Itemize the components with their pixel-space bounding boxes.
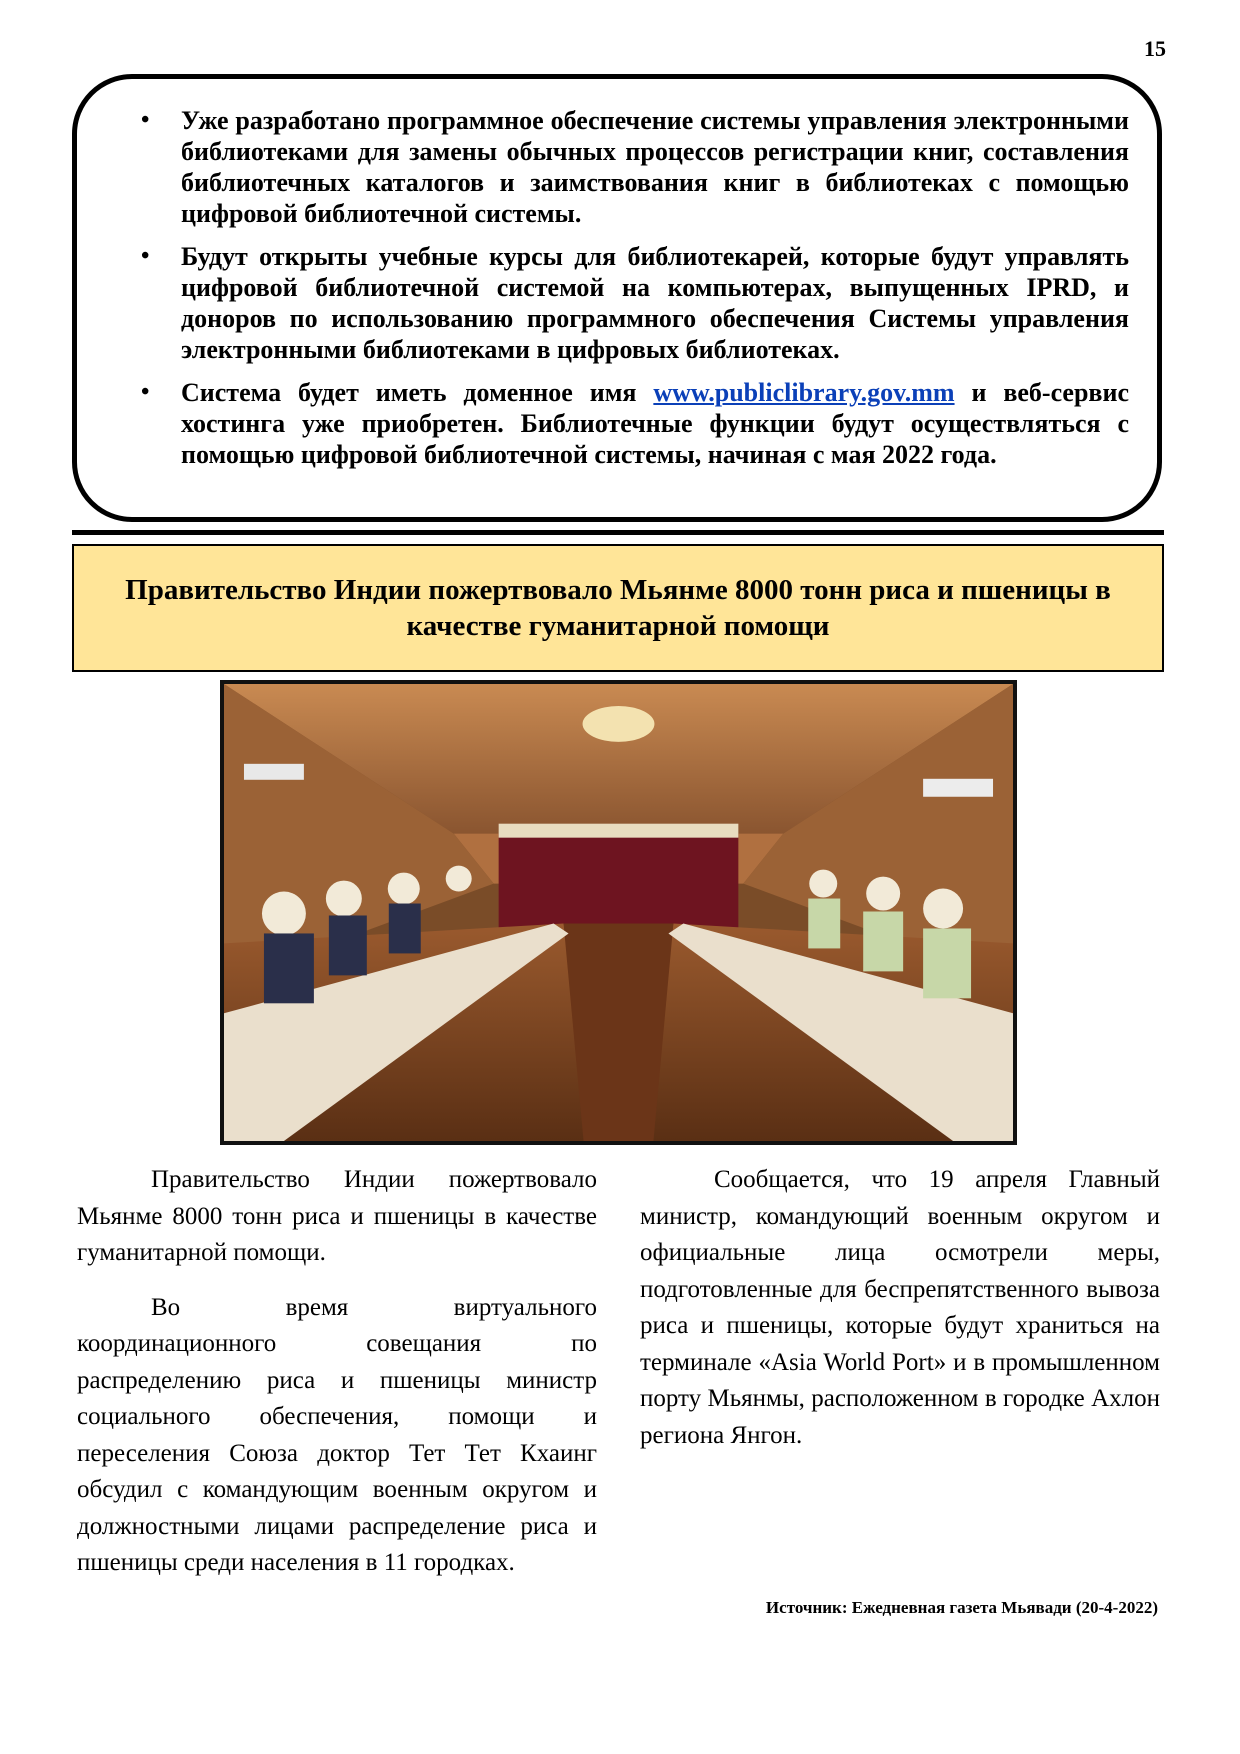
bullet-text-before-link: Система будет иметь доменное имя bbox=[181, 378, 654, 407]
info-bullet-box bbox=[72, 74, 1162, 522]
bullet-item bbox=[111, 105, 1129, 229]
article-paragraph: Сообщается, что 19 апреля Главный министр, командующий военным округом и официальные лица осмотрели меры, подготовленные для беспрепятственного вывоза риса и пшеницы, которые будут храниться на терминале «Asia World Port» и в промышленном порту Мьянмы, расположенном в городке Ахлон региона Янгон. bbox=[640, 1166, 1160, 1449]
article-paragraph: Правительство Индии пожертвовало Мьянме 8000 тонн риса и пшеницы в качестве гуманитарной помощи. bbox=[77, 1166, 597, 1266]
source-credit: Источник: Ежедневная газета Мьявади (20-4-2022) bbox=[765, 1598, 1158, 1617]
bullet-dot-icon: • bbox=[141, 379, 150, 405]
meeting-room-image bbox=[224, 684, 1013, 1141]
section-divider bbox=[72, 530, 1164, 535]
page-number: 15 bbox=[1144, 36, 1166, 61]
bullet-dot-icon: • bbox=[141, 107, 150, 133]
headline-box bbox=[72, 544, 1164, 672]
article-headline: Правительство Индии пожертвовало Мьянме 8000 тонн риса и пшеницы в качестве гуманитарной помощи bbox=[125, 574, 1111, 642]
article-paragraph: Во время виртуального координационного совещания по распределению риса и пшеницы министр социального обеспечения, помощи и переселения Союза доктор Тет Тет Кхаинг обсудил с командующим военным округом и должностными лицами распределение риса и пшеницы среди населения в 11 городках. bbox=[77, 1293, 597, 1576]
bullet-text: Будут открыты учебные курсы для библиотекарей, которые будут управлять цифровой библиотечной системой на компьютерах, выпущенных IPRD, и доноров по использованию программного обеспечения Системы управления электронными библиотеками в цифровых библиотеках. bbox=[181, 242, 1129, 364]
bullet-text: Уже разработано программное обеспечение системы управления электронными библиотеками для замены обычных процессов регистрации книг, составления библиотечных каталогов и заимствования книг в библиотеках с помощью цифровой библиотечной системы. bbox=[181, 106, 1129, 228]
bullet-dot-icon: • bbox=[141, 243, 150, 269]
article-column-left bbox=[77, 1162, 597, 1600]
bullet-item bbox=[111, 241, 1129, 365]
article-column-right bbox=[640, 1162, 1160, 1472]
domain-link[interactable]: www.publiclibrary.gov.mm bbox=[653, 378, 955, 407]
meeting-photo bbox=[220, 680, 1017, 1145]
bullet-item bbox=[111, 377, 1129, 470]
bullet-text-after-link: и веб-сервис хостинга уже приобретен. Библиотечные функции будут осуществляться с помощью цифровой библиотечной системы, начиная с мая 2022 года. bbox=[181, 378, 1129, 469]
bullet-list bbox=[111, 105, 1129, 470]
